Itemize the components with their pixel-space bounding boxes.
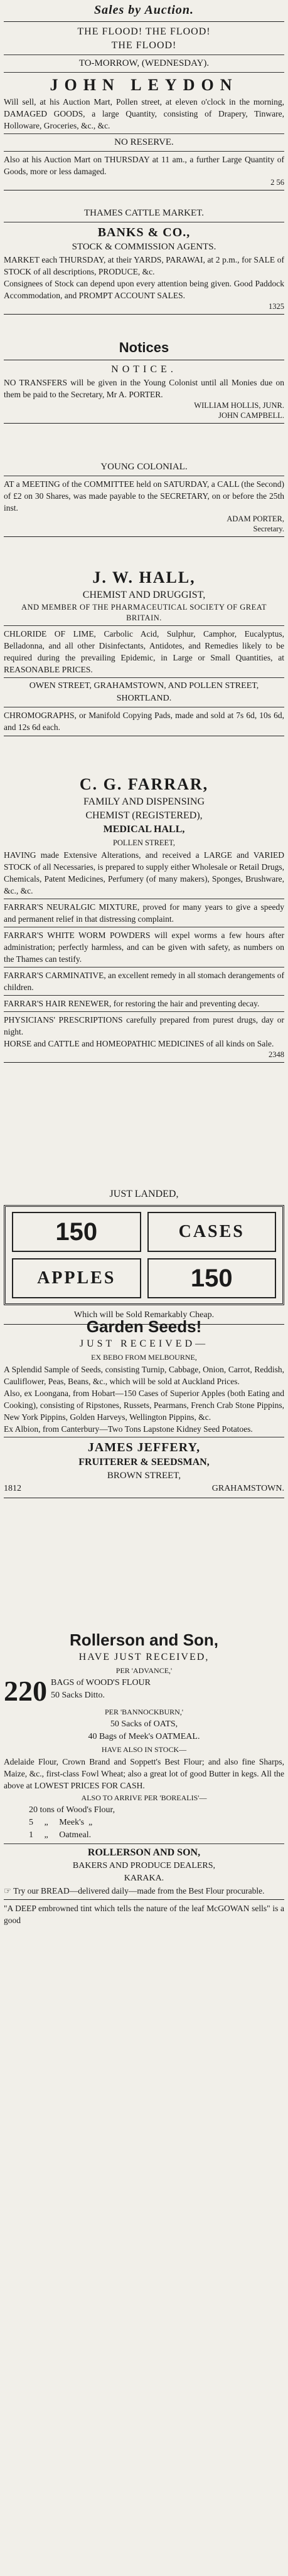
hall-chemist-ad [4,567,284,739]
rollerson-oats: 50 Sacks of OATS, [110,1719,178,1729]
garden-seeds-ad [4,1316,284,1501]
ad-ref: 2 56 [270,178,284,187]
rollerson-bread: ☞ Try our BREAD—delivered daily—made from the Best Flour procurable. [4,1886,265,1895]
hall-name: J. W. HALL, [92,568,196,587]
apples-box [4,1205,284,1305]
rollerson-trade: BAKERS AND PRODUCE DEALERS, [72,1861,216,1870]
no-reserve: NO RESERVE. [114,137,174,147]
rollerson-firm: ROLLERSON AND SON, [87,1847,201,1858]
farrar-worm-powders: FARRAR'S WHITE WORM POWDERS will expel worms a few hours after administration; perfectly harmless, and can be given with safety, as numbers on the Thames can testify. [4,931,284,964]
banks-firm: BANKS & CO., [97,226,191,239]
rollerson-title: Rollerson and Son, [70,1630,218,1649]
flood-when: TO-MORROW, (WEDNESDAY). [78,58,210,68]
rollerson-per-advance: PER 'ADVANCE,' [115,1666,173,1675]
flood-body: Will sell, at his Auction Mart, Pollen street, at eleven o'clock in the morning, DAMAGED GOODS, a large Quantity, consisting of Drapery, Tinware, Holloware, Groceries, &c., &c. [4,97,284,130]
sales-by-auction-section [4,1,284,24]
farrar-street: POLLEN STREET, [112,838,176,847]
garden-title: Garden Seeds! [86,1317,202,1336]
ad-ref: 1812 [4,1484,21,1493]
jeffery-trade: FRUITERER & SEEDSMAN, [78,1457,210,1468]
ad-ref: 1325 [269,302,284,311]
young-signature-1: ADAM PORTER, [227,514,284,523]
landed-title: JUST LANDED, [109,1189,179,1199]
flood-line-2: THE FLOOD! [111,40,177,51]
notice-body: NO TRANSFERS will be given in the Young Colonist until all Monies due on them be paid to the Secretary, Mr A. PORTER. [4,378,284,399]
farrar-chemist-ad [4,774,284,1065]
arrive-line-2: 5 „ Meek's „ [29,1818,93,1827]
flour-sacks: 50 Sacks Ditto. [51,1691,105,1700]
cases-word: CASES [147,1212,277,1252]
rollerson-oatmeal: 40 Bags of Meek's OATMEAL. [88,1732,200,1741]
garden-also: Also, ex Loongana, from Hobart—150 Cases of Superior Apples (both Eating and Cooking), consisting of Ripstones, Russets, Pearmans, French Crab Stone Pippins, New York Pippins, Golden Harveys, Wellington Pippins, &c. [4,1389,284,1422]
rollerson-stock: HAVE ALSO IN STOCK— [101,1745,187,1754]
cases-count: 150 [12,1212,141,1252]
notice-title: NOTICE. [111,364,177,375]
cattle-body-2: Consignees of Stock can depend upon every attention being given. Good Paddock Accommodation, and PROMPT ACCOUNT SALES. [4,279,284,300]
farrar-body: HAVING made Extensive Alterations, and received a LARGE and VARIED STOCK of all Necessaries, is prepared to supply either Wholesale or Retail Drugs, Chemicals, Patent Medicines, Perfumery (of many makers), Sponges, Brushware, &c., &c. [4,850,284,895]
notice-signature-1: WILLIAM HOLLIS, JUNR. [194,401,284,410]
rollerson-received: HAVE JUST RECEIVED, [78,1652,210,1662]
ad-ref: 2348 [269,1050,284,1059]
young-signature-2: Secretary. [253,524,284,533]
young-title: YOUNG COLONIAL. [100,462,188,472]
garden-ex: EX BEBO FROM MELBOURNE, [91,1353,197,1362]
cattle-title: THAMES CATTLE MARKET. [84,208,204,218]
farrar-sub-1: FAMILY AND DISPENSING [83,796,205,807]
jeffery-town: GRAHAMSTOWN. [211,1484,284,1493]
notices-section [4,338,284,426]
landed-note: Which will be Sold Remarkably Cheap. [73,1310,215,1320]
rollerson-ad [4,1629,284,1926]
young-colonial-ad [4,461,284,540]
rollerson-per-bannockburn: PER 'BANNOCKBURN,' [104,1708,183,1716]
cattle-market-ad [4,207,284,317]
section-header: Sales by Auction. [93,3,195,17]
farrar-hall: MEDICAL HALL, [103,824,185,835]
notices-heading: Notices [119,340,169,355]
flour-bags: BAGS of WOOD'S FLOUR [51,1678,151,1687]
just-landed-ad [4,1187,284,1327]
garden-received: JUST RECEIVED— [79,1338,209,1349]
farrar-name: C. G. FARRAR, [79,775,209,793]
banks-sub: STOCK & COMMISSION AGENTS. [72,242,216,252]
flood-ad [4,25,284,193]
young-body: AT a MEETING of the COMMITTEE held on SATURDAY, a CALL (the Second) of £2 on 30 Shares, was made payable to the SECRETARY, on or before the 25th inst. [4,479,284,513]
apples-word: APPLES [12,1258,141,1298]
garden-body: A Splendid Sample of Seeds, consisting Turnip, Cabbage, Onion, Carrot, Reddish, Cauliflower, Peas, Beans, &c., which will be sold at Auckland Prices. [4,1365,284,1386]
apples-count: 150 [147,1258,277,1298]
arrive-line-3: 1 „ Oatmeal. [29,1830,92,1840]
jeffery-name: JAMES JEFFERY, [87,1441,201,1454]
hall-chromographs: CHROMOGRAPHS, or Manifold Copying Pads, made and sold at 7s 6d, 10s 6d, and 12s 6d each. [4,711,284,732]
farrar-sub-2: CHEMIST (REGISTERED), [85,810,203,821]
hall-address: OWEN STREET, GRAHAMSTOWN, AND POLLEN STREET, SHORTLAND. [29,681,259,703]
mcgowan-quote: "A DEEP embrowned tint which tells the nature of the leaf McGOWAN sells" is a good [4,1904,284,1925]
cattle-body: MARKET each THURSDAY, at their YARDS, PARAWAI, at 2 p.m., for SALE of STOCK of all descriptions, PRODUCE, &c. [4,255,284,276]
jeffery-street: BROWN STREET, [107,1471,181,1481]
garden-albion: Ex Albion, from Canterbury—Two Tons Lapstone Kidney Seed Potatoes. [4,1424,253,1434]
pointing-hand-icon: ☞ [4,1886,14,1895]
hall-body: CHLORIDE OF LIME, Carbolic Acid, Sulphur, Camphor, Eucalyptus, Belladonna, and all other Disinfectants, Antidotes, and Remedies likely to be required during the prevailing Epidemic, in Large or Small Quantities, at REASONABLE PRICES. [4,629,284,674]
farrar-carminative: FARRAR'S CARMINATIVE, an excellent remedy in all stomach derangements of children. [4,971,284,992]
farrar-neuralgic: FARRAR'S NEURALGIC MIXTURE, proved for many years to give a speedy and permanent relief in that distressing complaint. [4,902,284,924]
hall-sub: CHEMIST AND DRUGGIST, [82,590,206,600]
arrive-line-1: 20 tons of Wood's Flour, [29,1805,115,1815]
farrar-physicians: PHYSICIANS' PRESCRIPTIONS carefully prepared from purest drugs, day or night. [4,1015,284,1036]
auctioneer-name: JOHN LEYDON [50,76,238,94]
rollerson-arrive: ALSO TO ARRIVE PER 'BOREALIS'— [81,1793,207,1802]
flour-bag-count: 220 [4,1675,47,1707]
farrar-hair-renewer: FARRAR'S HAIR RENEWER, for restoring the hair and preventing decay. [4,999,260,1008]
notice-signature-2: JOHN CAMPBELL. [218,411,284,420]
flood-also: Also at his Auction Mart on THURSDAY at 11 am., a further Large Quantity of Goods, more or less damaged. [4,155,284,176]
rollerson-body: Adelaide Flour, Crown Brand and Soppett's Best Flour; and also fine Sharps, Maize, &c., first-class Fowl Wheat; also a great lot of good Butter in kegs. All the above at LOWEST PRICES FOR CASH. [4,1757,284,1790]
farrar-horse: HORSE and CATTLE and HOMEOPATHIC MEDICINES of all kinds on Sale. [4,1039,274,1048]
hall-member: AND MEMBER OF THE PHARMACEUTICAL SOCIETY OF GREAT BRITAIN. [21,603,267,622]
flood-line-1: THE FLOOD! THE FLOOD! [77,26,211,37]
rollerson-town: KARAKA. [124,1874,164,1883]
